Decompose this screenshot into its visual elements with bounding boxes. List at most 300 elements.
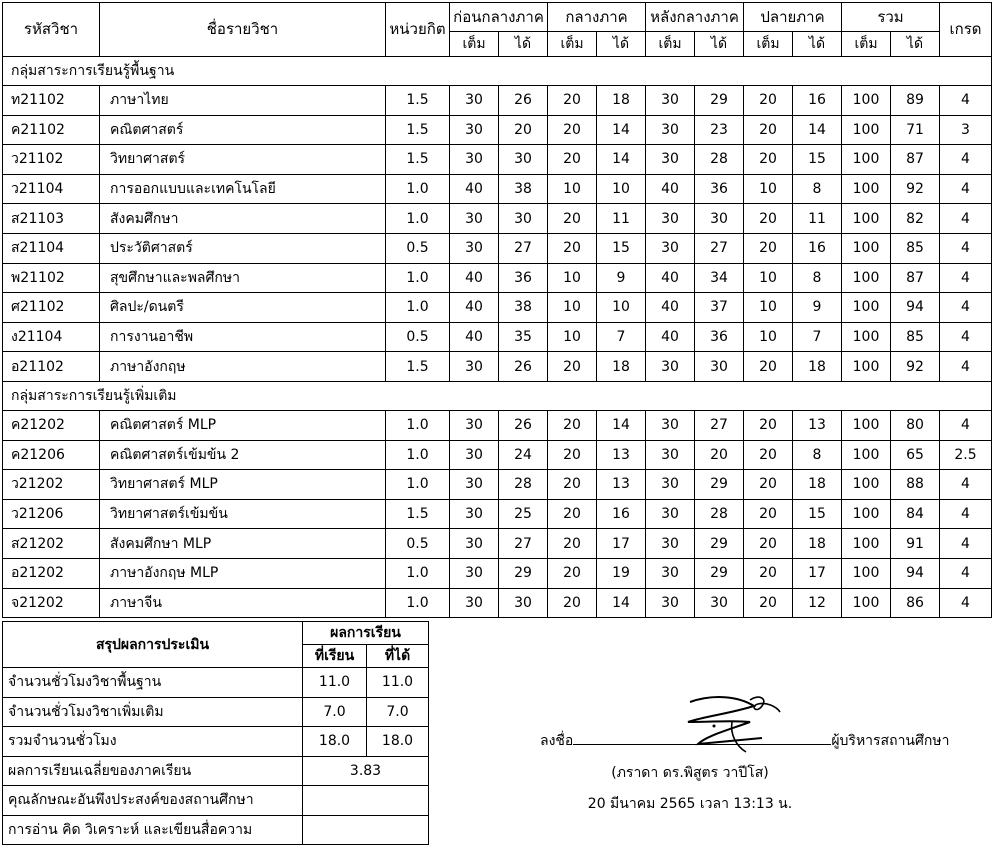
signature-prefix: ลงชื่อ bbox=[540, 733, 574, 749]
after-mid-full: 30 bbox=[646, 145, 695, 175]
header-total: รวม bbox=[842, 3, 940, 32]
after-mid-got: 30 bbox=[695, 352, 744, 382]
subject-name: ประวัติศาสตร์ bbox=[100, 233, 386, 263]
header-full: เต็ม bbox=[646, 32, 695, 57]
before-mid-full: 30 bbox=[450, 233, 499, 263]
before-mid-got: 27 bbox=[499, 529, 548, 559]
final-got: 17 bbox=[793, 558, 842, 588]
after-mid-full: 40 bbox=[646, 174, 695, 204]
header-mid: กลางภาค bbox=[548, 3, 646, 32]
subject-credit: 1.0 bbox=[386, 293, 450, 323]
final-full: 10 bbox=[744, 174, 793, 204]
final-got: 18 bbox=[793, 470, 842, 500]
after-mid-full: 30 bbox=[646, 115, 695, 145]
before-mid-got: 20 bbox=[499, 115, 548, 145]
subject-grade: 2.5 bbox=[940, 440, 992, 470]
header-final: ปลายภาค bbox=[744, 3, 842, 32]
before-mid-got: 30 bbox=[499, 145, 548, 175]
final-full: 20 bbox=[744, 588, 793, 618]
total-got: 94 bbox=[891, 293, 940, 323]
total-full: 100 bbox=[842, 352, 891, 382]
final-got: 12 bbox=[793, 588, 842, 618]
before-mid-full: 30 bbox=[450, 86, 499, 116]
basic-hours-label: จำนวนชั่วโมงวิชาพื้นฐาน bbox=[3, 668, 303, 698]
signature-line bbox=[573, 732, 831, 745]
total-full: 100 bbox=[842, 558, 891, 588]
after-mid-full: 40 bbox=[646, 263, 695, 293]
mid-got: 14 bbox=[597, 145, 646, 175]
subject-code: ว21104 bbox=[3, 174, 100, 204]
mid-got: 18 bbox=[597, 352, 646, 382]
extra-hours-studied: 7.0 bbox=[303, 697, 367, 727]
subject-code: พ21102 bbox=[3, 263, 100, 293]
mid-full: 20 bbox=[548, 145, 597, 175]
table-row bbox=[3, 233, 992, 263]
subject-credit: 1.0 bbox=[386, 440, 450, 470]
subject-name: สังคมศึกษา bbox=[100, 204, 386, 234]
total-full: 100 bbox=[842, 86, 891, 116]
signature-line-row bbox=[540, 730, 994, 752]
gpa-value: 3.83 bbox=[303, 756, 429, 786]
subject-name: ศิลปะ/ดนตรี bbox=[100, 293, 386, 323]
after-mid-got: 30 bbox=[695, 588, 744, 618]
subject-grade: 4 bbox=[940, 204, 992, 234]
mid-full: 20 bbox=[548, 204, 597, 234]
before-mid-got: 36 bbox=[499, 263, 548, 293]
extra-hours-got: 7.0 bbox=[367, 697, 429, 727]
signature-suffix: ผู้บริหารสถานศึกษา bbox=[831, 733, 950, 749]
subject-grade: 4 bbox=[940, 588, 992, 618]
final-got: 16 bbox=[793, 233, 842, 263]
before-mid-got: 24 bbox=[499, 440, 548, 470]
subject-code: ส21202 bbox=[3, 529, 100, 559]
characteristics-value bbox=[303, 786, 429, 816]
mid-got: 14 bbox=[597, 410, 646, 440]
after-mid-got: 29 bbox=[695, 470, 744, 500]
total-full: 100 bbox=[842, 174, 891, 204]
subject-credit: 1.0 bbox=[386, 558, 450, 588]
before-mid-full: 30 bbox=[450, 588, 499, 618]
subject-credit: 1.5 bbox=[386, 115, 450, 145]
after-mid-full: 30 bbox=[646, 529, 695, 559]
before-mid-full: 40 bbox=[450, 174, 499, 204]
subject-grade: 4 bbox=[940, 470, 992, 500]
final-got: 13 bbox=[793, 410, 842, 440]
after-mid-full: 30 bbox=[646, 440, 695, 470]
final-got: 14 bbox=[793, 115, 842, 145]
total-full: 100 bbox=[842, 204, 891, 234]
subject-code: ค21202 bbox=[3, 410, 100, 440]
final-full: 10 bbox=[744, 263, 793, 293]
subject-name: การงานอาชีพ bbox=[100, 322, 386, 352]
total-full: 100 bbox=[842, 115, 891, 145]
summary-col-got: ที่ได้ bbox=[367, 645, 429, 668]
subject-name: คณิตศาสตร์ bbox=[100, 115, 386, 145]
final-got: 15 bbox=[793, 145, 842, 175]
header-full: เต็ม bbox=[548, 32, 597, 57]
total-full: 100 bbox=[842, 440, 891, 470]
before-mid-full: 30 bbox=[450, 352, 499, 382]
signed-date: 20 มีนาคม 2565 เวลา 13:13 น. bbox=[587, 796, 793, 812]
subject-name: วิทยาศาสตร์ MLP bbox=[100, 470, 386, 500]
mid-got: 9 bbox=[597, 263, 646, 293]
mid-got: 14 bbox=[597, 115, 646, 145]
total-full: 100 bbox=[842, 470, 891, 500]
subject-grade: 4 bbox=[940, 529, 992, 559]
subject-name: ภาษาอังกฤษ bbox=[100, 352, 386, 382]
subject-credit: 0.5 bbox=[386, 233, 450, 263]
subject-name: การออกแบบและเทคโนโลยี bbox=[100, 174, 386, 204]
mid-full: 20 bbox=[548, 86, 597, 116]
before-mid-full: 30 bbox=[450, 440, 499, 470]
total-got: 85 bbox=[891, 322, 940, 352]
header-full: เต็ม bbox=[842, 32, 891, 57]
final-full: 20 bbox=[744, 86, 793, 116]
final-full: 10 bbox=[744, 322, 793, 352]
total-full: 100 bbox=[842, 233, 891, 263]
mid-got: 10 bbox=[597, 293, 646, 323]
mid-got: 16 bbox=[597, 499, 646, 529]
after-mid-got: 20 bbox=[695, 440, 744, 470]
final-full: 20 bbox=[744, 499, 793, 529]
before-mid-full: 30 bbox=[450, 470, 499, 500]
subject-name: คณิตศาสตร์เข้มข้น 2 bbox=[100, 440, 386, 470]
final-got: 18 bbox=[793, 529, 842, 559]
subject-credit: 1.0 bbox=[386, 174, 450, 204]
subject-grade: 4 bbox=[940, 352, 992, 382]
subject-code: ศ21102 bbox=[3, 293, 100, 323]
subject-name: สุขศึกษาและพลศึกษา bbox=[100, 263, 386, 293]
total-full: 100 bbox=[842, 588, 891, 618]
before-mid-got: 26 bbox=[499, 86, 548, 116]
extra-hours-label: จำนวนชั่วโมงวิชาเพิ่มเติม bbox=[3, 697, 303, 727]
total-got: 71 bbox=[891, 115, 940, 145]
mid-got: 13 bbox=[597, 440, 646, 470]
subject-credit: 1.0 bbox=[386, 470, 450, 500]
subject-grade: 4 bbox=[940, 558, 992, 588]
after-mid-full: 30 bbox=[646, 352, 695, 382]
total-got: 86 bbox=[891, 588, 940, 618]
mid-got: 17 bbox=[597, 529, 646, 559]
summary-title: สรุปผลการประเมิน bbox=[3, 622, 303, 668]
basic-hours-studied: 11.0 bbox=[303, 668, 367, 698]
subject-grade: 4 bbox=[940, 499, 992, 529]
after-mid-got: 36 bbox=[695, 174, 744, 204]
final-got: 18 bbox=[793, 352, 842, 382]
subject-name: วิทยาศาสตร์ bbox=[100, 145, 386, 175]
final-got: 16 bbox=[793, 86, 842, 116]
subject-code: จ21202 bbox=[3, 588, 100, 618]
mid-full: 10 bbox=[548, 322, 597, 352]
mid-got: 11 bbox=[597, 204, 646, 234]
before-mid-full: 30 bbox=[450, 145, 499, 175]
final-full: 20 bbox=[744, 410, 793, 440]
after-mid-got: 29 bbox=[695, 86, 744, 116]
before-mid-got: 30 bbox=[499, 204, 548, 234]
subject-credit: 1.0 bbox=[386, 410, 450, 440]
total-full: 100 bbox=[842, 499, 891, 529]
after-mid-full: 30 bbox=[646, 499, 695, 529]
total-got: 94 bbox=[891, 558, 940, 588]
mid-got: 15 bbox=[597, 233, 646, 263]
table-row bbox=[3, 322, 992, 352]
reading-label: การอ่าน คิด วิเคราะห์ และเขียนสื่อความ bbox=[3, 815, 303, 845]
header-got: ได้ bbox=[891, 32, 940, 57]
header-before-mid: ก่อนกลางภาค bbox=[450, 3, 548, 32]
after-mid-full: 40 bbox=[646, 293, 695, 323]
group-basic-heading: กลุ่มสาระการเรียนรู้พื้นฐาน bbox=[3, 57, 992, 86]
before-mid-full: 30 bbox=[450, 499, 499, 529]
subject-code: ว21202 bbox=[3, 470, 100, 500]
before-mid-full: 30 bbox=[450, 410, 499, 440]
table-row bbox=[3, 558, 992, 588]
before-mid-full: 30 bbox=[450, 115, 499, 145]
final-got: 7 bbox=[793, 322, 842, 352]
subject-credit: 1.0 bbox=[386, 588, 450, 618]
after-mid-got: 27 bbox=[695, 233, 744, 263]
header-full: เต็ม bbox=[450, 32, 499, 57]
subject-name: วิทยาศาสตร์เข้มข้น bbox=[100, 499, 386, 529]
final-full: 20 bbox=[744, 558, 793, 588]
subject-grade: 4 bbox=[940, 322, 992, 352]
after-mid-got: 29 bbox=[695, 529, 744, 559]
before-mid-got: 38 bbox=[499, 293, 548, 323]
table-row bbox=[3, 499, 992, 529]
final-got: 11 bbox=[793, 204, 842, 234]
mid-full: 20 bbox=[548, 233, 597, 263]
subject-grade: 4 bbox=[940, 410, 992, 440]
mid-full: 20 bbox=[548, 440, 597, 470]
summary-table bbox=[2, 621, 429, 845]
mid-got: 19 bbox=[597, 558, 646, 588]
header-code: รหัสวิชา bbox=[3, 3, 100, 57]
after-mid-got: 28 bbox=[695, 145, 744, 175]
table-row bbox=[3, 529, 992, 559]
before-mid-full: 30 bbox=[450, 204, 499, 234]
final-full: 20 bbox=[744, 115, 793, 145]
total-hours-got: 18.0 bbox=[367, 727, 429, 757]
total-got: 88 bbox=[891, 470, 940, 500]
before-mid-full: 40 bbox=[450, 263, 499, 293]
after-mid-full: 40 bbox=[646, 322, 695, 352]
table-row bbox=[3, 470, 992, 500]
table-row bbox=[3, 588, 992, 618]
final-full: 20 bbox=[744, 352, 793, 382]
table-row bbox=[3, 440, 992, 470]
table-row bbox=[3, 174, 992, 204]
header-got: ได้ bbox=[793, 32, 842, 57]
before-mid-got: 29 bbox=[499, 558, 548, 588]
final-full: 20 bbox=[744, 529, 793, 559]
mid-full: 10 bbox=[548, 293, 597, 323]
total-got: 84 bbox=[891, 499, 940, 529]
after-mid-full: 30 bbox=[646, 233, 695, 263]
header-got: ได้ bbox=[597, 32, 646, 57]
subject-grade: 4 bbox=[940, 145, 992, 175]
subject-grade: 4 bbox=[940, 174, 992, 204]
final-full: 20 bbox=[744, 470, 793, 500]
subject-code: อ21202 bbox=[3, 558, 100, 588]
total-got: 92 bbox=[891, 174, 940, 204]
mid-full: 20 bbox=[548, 499, 597, 529]
after-mid-full: 30 bbox=[646, 588, 695, 618]
header-credit: หน่วยกิต bbox=[386, 3, 450, 57]
header-name: ชื่อรายวิชา bbox=[100, 3, 386, 57]
final-got: 9 bbox=[793, 293, 842, 323]
table-row bbox=[3, 86, 992, 116]
subject-credit: 1.5 bbox=[386, 499, 450, 529]
subject-name: คณิตศาสตร์ MLP bbox=[100, 410, 386, 440]
signer-name: (ภราดา ดร.พิสูตร วาปีโส) bbox=[611, 765, 769, 781]
after-mid-got: 37 bbox=[695, 293, 744, 323]
total-got: 82 bbox=[891, 204, 940, 234]
subject-name: ภาษาอังกฤษ MLP bbox=[100, 558, 386, 588]
before-mid-full: 40 bbox=[450, 322, 499, 352]
subject-credit: 1.5 bbox=[386, 352, 450, 382]
subject-code: ค21102 bbox=[3, 115, 100, 145]
total-full: 100 bbox=[842, 263, 891, 293]
final-full: 20 bbox=[744, 204, 793, 234]
before-mid-full: 40 bbox=[450, 293, 499, 323]
after-mid-full: 30 bbox=[646, 558, 695, 588]
mid-full: 10 bbox=[548, 263, 597, 293]
after-mid-got: 23 bbox=[695, 115, 744, 145]
total-got: 80 bbox=[891, 410, 940, 440]
before-mid-got: 30 bbox=[499, 588, 548, 618]
subject-grade: 3 bbox=[940, 115, 992, 145]
subject-code: ค21206 bbox=[3, 440, 100, 470]
subject-grade: 4 bbox=[940, 263, 992, 293]
total-got: 65 bbox=[891, 440, 940, 470]
final-got: 8 bbox=[793, 263, 842, 293]
final-got: 15 bbox=[793, 499, 842, 529]
subject-credit: 1.5 bbox=[386, 86, 450, 116]
after-mid-full: 30 bbox=[646, 204, 695, 234]
after-mid-full: 30 bbox=[646, 470, 695, 500]
after-mid-got: 30 bbox=[695, 204, 744, 234]
mid-got: 13 bbox=[597, 470, 646, 500]
subject-name: ภาษาไทย bbox=[100, 86, 386, 116]
subject-code: ส21104 bbox=[3, 233, 100, 263]
final-full: 20 bbox=[744, 440, 793, 470]
subject-credit: 0.5 bbox=[386, 529, 450, 559]
total-got: 91 bbox=[891, 529, 940, 559]
header-after-mid: หลังกลางภาค bbox=[646, 3, 744, 32]
total-full: 100 bbox=[842, 529, 891, 559]
mid-full: 20 bbox=[548, 470, 597, 500]
before-mid-full: 30 bbox=[450, 558, 499, 588]
after-mid-got: 29 bbox=[695, 558, 744, 588]
final-full: 20 bbox=[744, 233, 793, 263]
grades-table bbox=[2, 2, 992, 618]
subject-credit: 1.0 bbox=[386, 263, 450, 293]
summary-col-studied: ที่เรียน bbox=[303, 645, 367, 668]
subject-grade: 4 bbox=[940, 293, 992, 323]
subject-credit: 0.5 bbox=[386, 322, 450, 352]
header-got: ได้ bbox=[499, 32, 548, 57]
before-mid-got: 38 bbox=[499, 174, 548, 204]
before-mid-got: 25 bbox=[499, 499, 548, 529]
total-full: 100 bbox=[842, 322, 891, 352]
before-mid-got: 26 bbox=[499, 352, 548, 382]
subject-credit: 1.5 bbox=[386, 145, 450, 175]
table-row bbox=[3, 263, 992, 293]
reading-value bbox=[303, 815, 429, 845]
final-got: 8 bbox=[793, 174, 842, 204]
total-hours-label: รวมจำนวนชั่วโมง bbox=[3, 727, 303, 757]
mid-full: 20 bbox=[548, 588, 597, 618]
summary-result-header: ผลการเรียน bbox=[303, 622, 429, 645]
mid-full: 20 bbox=[548, 352, 597, 382]
subject-grade: 4 bbox=[940, 233, 992, 263]
header-full: เต็ม bbox=[744, 32, 793, 57]
mid-full: 20 bbox=[548, 529, 597, 559]
table-row bbox=[3, 204, 992, 234]
after-mid-got: 27 bbox=[695, 410, 744, 440]
subject-code: ง21104 bbox=[3, 322, 100, 352]
after-mid-full: 30 bbox=[646, 410, 695, 440]
before-mid-full: 30 bbox=[450, 529, 499, 559]
table-row bbox=[3, 145, 992, 175]
before-mid-got: 28 bbox=[499, 470, 548, 500]
mid-full: 20 bbox=[548, 558, 597, 588]
after-mid-full: 30 bbox=[646, 86, 695, 116]
header-grade: เกรด bbox=[940, 3, 992, 57]
after-mid-got: 34 bbox=[695, 263, 744, 293]
total-got: 89 bbox=[891, 86, 940, 116]
table-row bbox=[3, 293, 992, 323]
subject-name: สังคมศึกษา MLP bbox=[100, 529, 386, 559]
table-row bbox=[3, 352, 992, 382]
total-hours-studied: 18.0 bbox=[303, 727, 367, 757]
final-got: 8 bbox=[793, 440, 842, 470]
basic-hours-got: 11.0 bbox=[367, 668, 429, 698]
total-full: 100 bbox=[842, 293, 891, 323]
before-mid-got: 35 bbox=[499, 322, 548, 352]
mid-got: 18 bbox=[597, 86, 646, 116]
final-full: 10 bbox=[744, 293, 793, 323]
total-got: 92 bbox=[891, 352, 940, 382]
subject-code: ส21103 bbox=[3, 204, 100, 234]
after-mid-got: 28 bbox=[695, 499, 744, 529]
table-row bbox=[3, 410, 992, 440]
subject-credit: 1.0 bbox=[386, 204, 450, 234]
final-full: 20 bbox=[744, 145, 793, 175]
total-full: 100 bbox=[842, 145, 891, 175]
total-got: 87 bbox=[891, 145, 940, 175]
table-row bbox=[3, 115, 992, 145]
total-got: 85 bbox=[891, 233, 940, 263]
mid-full: 20 bbox=[548, 410, 597, 440]
mid-full: 20 bbox=[548, 115, 597, 145]
mid-got: 14 bbox=[597, 588, 646, 618]
group-extra-heading: กลุ่มสาระการเรียนรู้เพิ่มเติม bbox=[3, 381, 992, 410]
total-full: 100 bbox=[842, 410, 891, 440]
subject-code: ว21102 bbox=[3, 145, 100, 175]
gpa-label: ผลการเรียนเฉลี่ยของภาคเรียน bbox=[3, 756, 303, 786]
characteristics-label: คุณลักษณะอันพึงประสงค์ของสถานศึกษา bbox=[3, 786, 303, 816]
header-got: ได้ bbox=[695, 32, 744, 57]
subject-grade: 4 bbox=[940, 86, 992, 116]
before-mid-got: 26 bbox=[499, 410, 548, 440]
subject-name: ภาษาจีน bbox=[100, 588, 386, 618]
total-got: 87 bbox=[891, 263, 940, 293]
mid-full: 10 bbox=[548, 174, 597, 204]
mid-got: 10 bbox=[597, 174, 646, 204]
before-mid-got: 27 bbox=[499, 233, 548, 263]
subject-code: อ21102 bbox=[3, 352, 100, 382]
after-mid-got: 36 bbox=[695, 322, 744, 352]
